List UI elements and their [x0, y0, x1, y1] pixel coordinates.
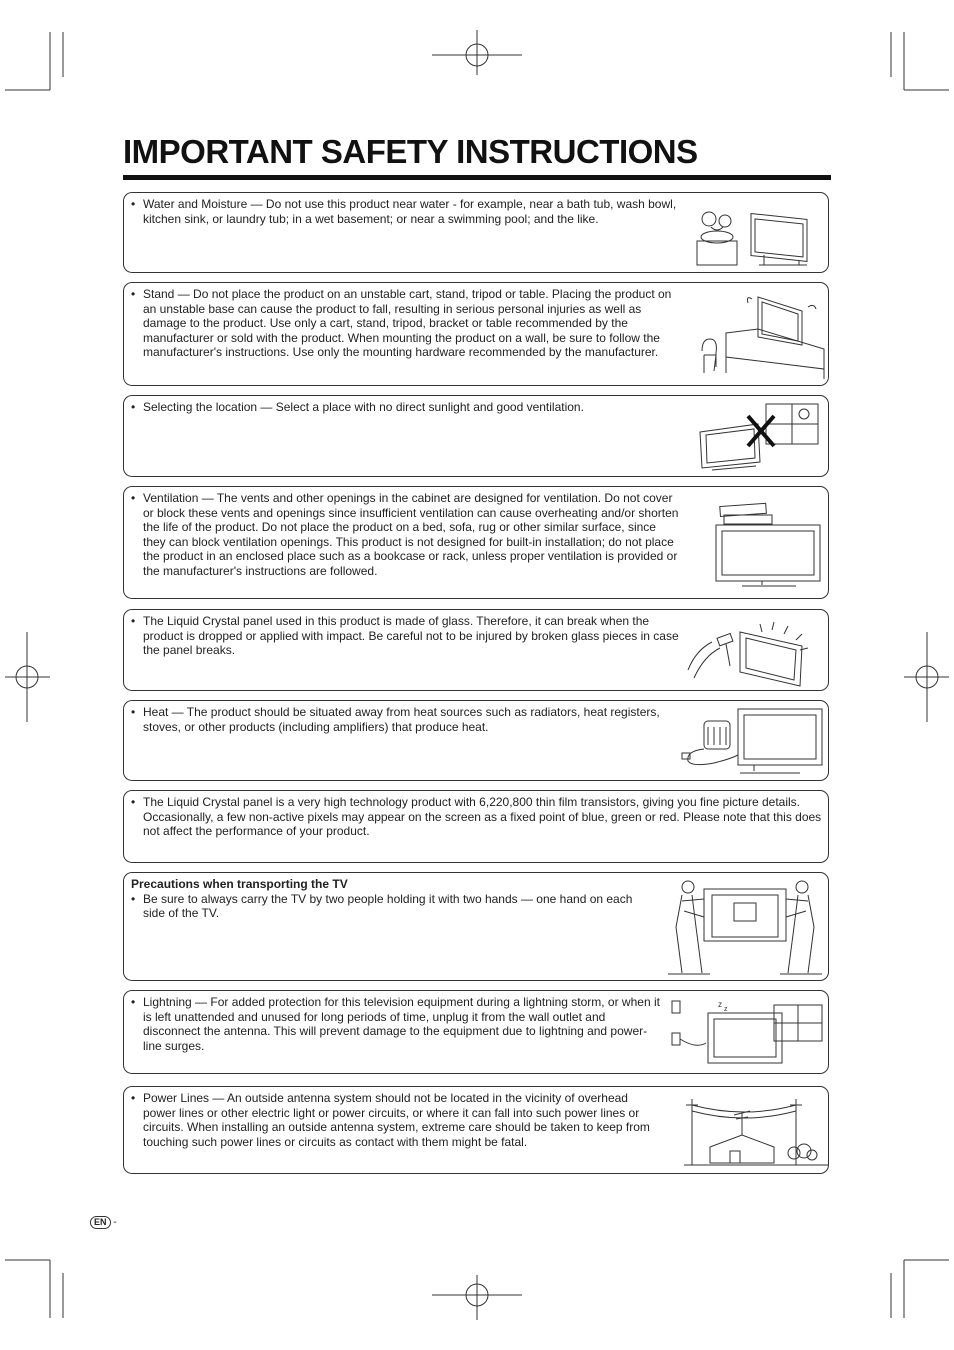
safety-item-lightning	[123, 990, 829, 1074]
safety-item-stand	[123, 282, 829, 386]
safety-item-power-lines	[123, 1086, 829, 1174]
tv-blocked-vents-icon	[712, 497, 824, 589]
tv-on-stand-icon	[696, 289, 826, 381]
unplugged-tv-lightning-icon	[666, 997, 828, 1071]
two-people-carrying-tv-icon	[662, 877, 828, 977]
tv-near-sink-icon	[689, 199, 825, 267]
hammer-hitting-tv-icon	[684, 616, 824, 690]
antenna-power-lines-icon	[684, 1095, 828, 1167]
safety-item-location	[123, 395, 829, 477]
page-title: IMPORTANT SAFETY INSTRUCTIONS	[123, 133, 698, 170]
heater-near-tv-icon	[680, 707, 826, 779]
safety-item-glass-panel	[123, 609, 829, 691]
page-number: -	[113, 1217, 117, 1228]
safety-item-heat	[123, 700, 829, 781]
item-text: • The Liquid Crystal panel used in this product is made of glass. Therefore, it can break when the product is dropped or applied with impact. Be careful not to be injured by broken glass pieces in case the panel breaks.	[131, 614, 679, 658]
tv-sunlight-window-icon	[698, 402, 824, 474]
item-text: • Ventilation — The vents and other openings in the cabinet are designed for ventilation. Do not cover or block these vents and openings since insufficient ventilation can cause overheating and/or shorten the life of the product. Do not place the product on a bed, sofa, rug or other similar surface, since they can block ventilation openings. This product is not designed for built-in installation; do not place the product in an enclosed place such as a bookcase or rack, unless proper ventilation is provided or the manufacturer's instructions are followed.	[131, 491, 679, 579]
section-heading: Precautions when transporting the TV	[131, 877, 348, 891]
item-text: • Lightning — For added protection for this television equipment during a lightning storm, or when it is left unattended and unused for long periods of time, unplug it from the wall outlet and disconnect the antenna. This will prevent damage to the equipment due to lightning and power-line surges.	[131, 995, 661, 1053]
language-badge: EN	[90, 1216, 111, 1229]
item-text: • Be sure to always carry the TV by two people holding it with two hands — one hand on each side of the TV.	[131, 892, 641, 921]
item-text: • The Liquid Crystal panel is a very high technology product with 6,220,800 thin film transistors, giving you fine picture details.	[143, 795, 801, 809]
safety-item-ventilation	[123, 486, 829, 599]
title-rule	[123, 175, 831, 180]
item-text: • Stand — Do not place the product on an unstable cart, stand, tripod or table. Placing the product on an unstable base can cause the product to fall, resulting in serious personal injuries as well as damage to the product. Use only a cart, stand, tripod, bracket or table recommended by the manufacturer or sold with the product. When mounting the product on a wall, be sure to follow the manufacturer's instructions. Use only the mounting hardware recommended by the manufacturer.	[131, 287, 679, 360]
page-footer	[90, 1216, 117, 1229]
safety-item-transport	[123, 872, 829, 981]
safety-item-pixels	[123, 790, 829, 863]
item-text-continued: Occasionally, a few non-active pixels may appear on the screen as a fixed point of blue, green or red. Please note that this does not affect the performance of your product.	[143, 809, 822, 839]
item-text: • Selecting the location — Select a place with no direct sunlight and good ventilation.	[131, 400, 679, 415]
svg-text:z: z	[718, 1000, 722, 1009]
item-text: • Heat — The product should be situated away from heat sources such as radiators, heat registers, stoves, or other products (including amplifiers) that produce heat.	[131, 705, 679, 734]
svg-text:z: z	[724, 1006, 728, 1013]
item-text: • Power Lines — An outside antenna system should not be located in the vicinity of overhead power lines or other electric light or power circuits, or where it can fall into such power lines or circuits. When installing an outside antenna system, extreme care should be taken to keep from touching such power lines or circuits as contact with them might be fatal.	[131, 1091, 661, 1149]
safety-item-water	[123, 192, 829, 273]
item-text: • Water and Moisture — Do not use this product near water - for example, near a bath tub, wash bowl, kitchen sink, or laundry tub; in a wet basement; or near a swimming pool; and the like.	[131, 197, 679, 226]
